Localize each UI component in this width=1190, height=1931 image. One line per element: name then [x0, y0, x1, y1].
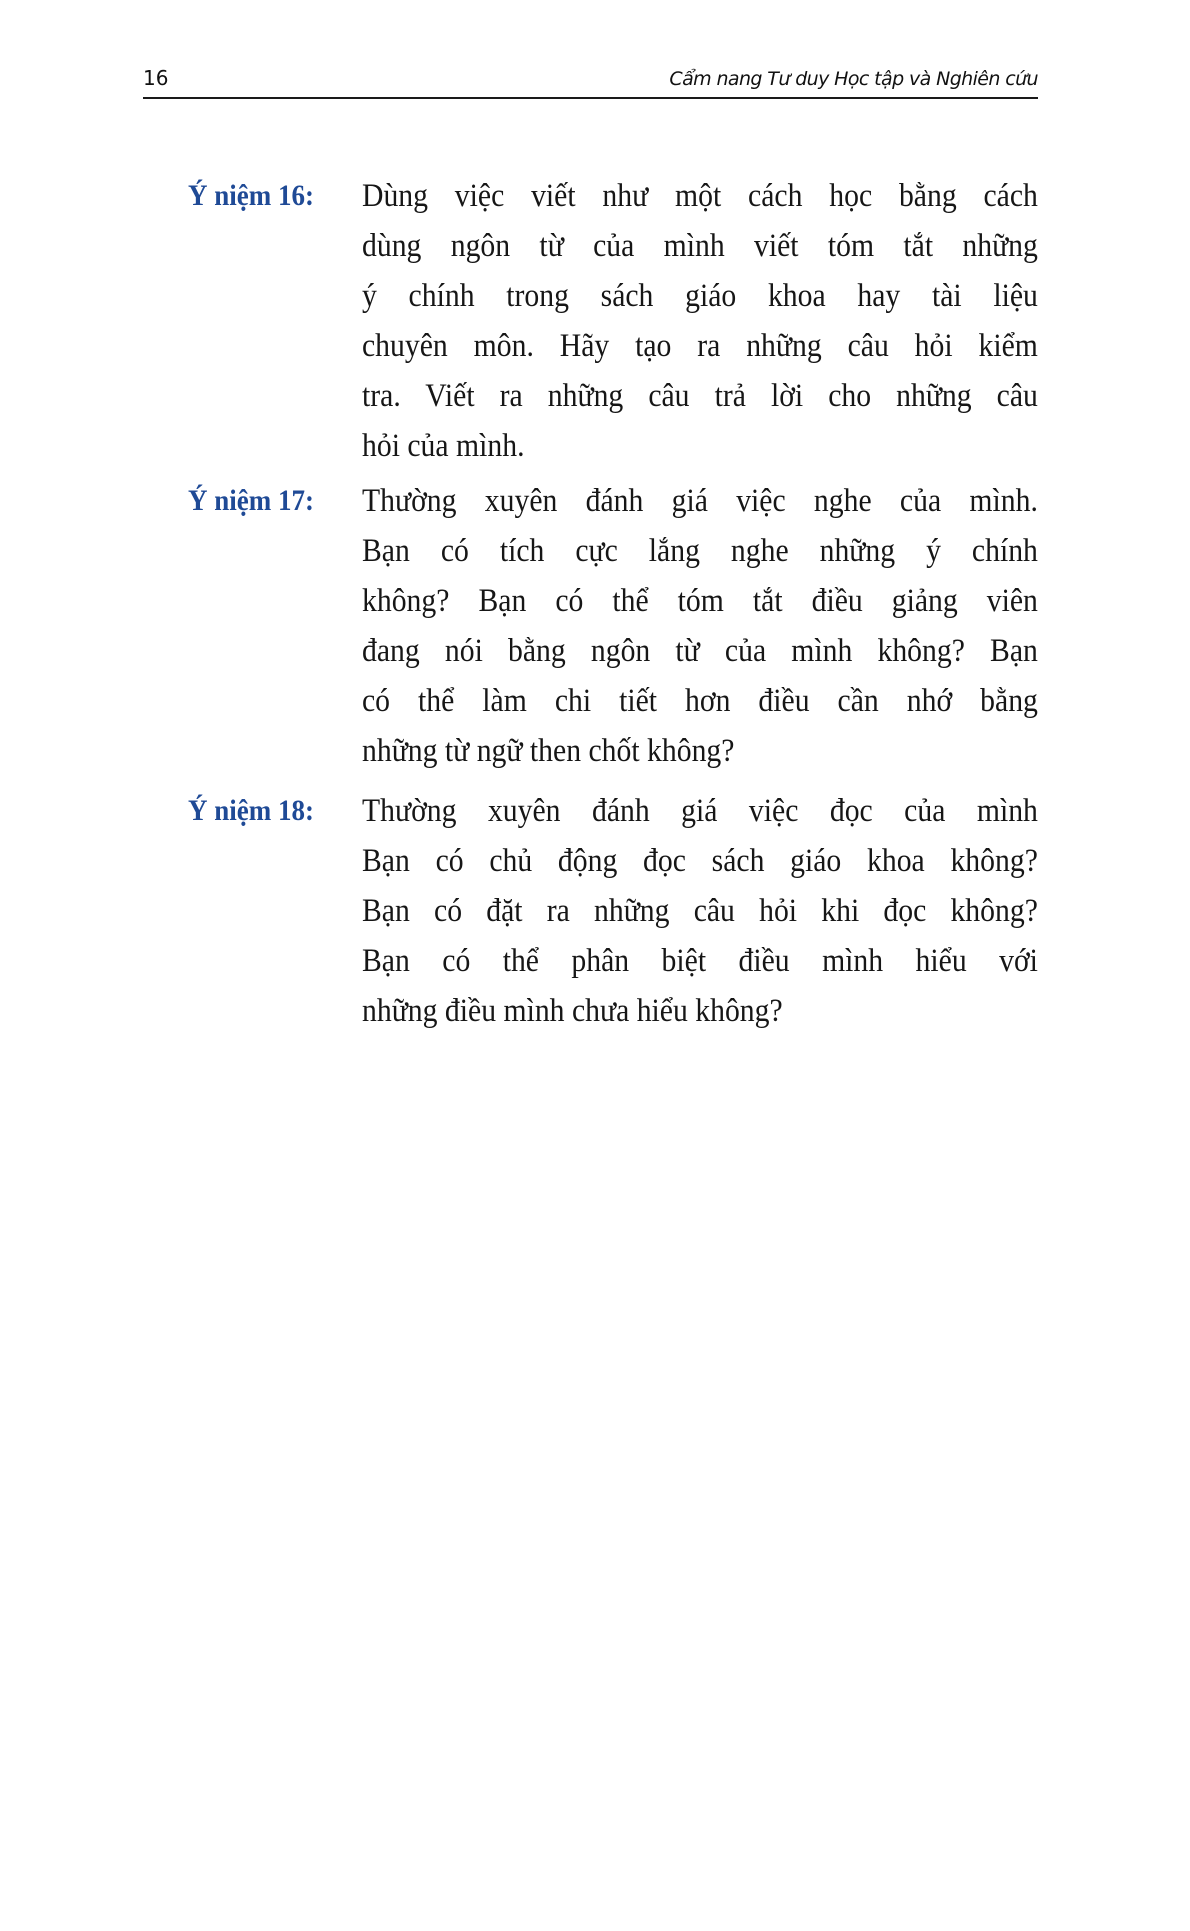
text-line: tra. Viết ra những câu trả lời cho những câu [362, 378, 1038, 414]
text-line: có thể làm chi tiết hơn điều cần nhớ bằng [362, 683, 1038, 719]
text-line: đang nói bằng ngôn từ của mình không? Bạn [362, 633, 1038, 669]
text-line: Thường xuyên đánh giá việc đọc của mình [362, 793, 1038, 829]
text-line: Thường xuyên đánh giá việc nghe của mình. [362, 483, 1038, 519]
text-line: hỏi của mình. [362, 428, 525, 464]
text-line: Bạn có tích cực lắng nghe những ý chính [362, 533, 1038, 569]
text-line: không? Bạn có thể tóm tắt điều giảng viên [362, 583, 1038, 619]
text-line: dùng ngôn từ của mình viết tóm tắt những [362, 228, 1038, 264]
text-line: những điều mình chưa hiểu không? [362, 993, 783, 1029]
text-line: Bạn có đặt ra những câu hỏi khi đọc không? [362, 893, 1038, 929]
entry-body [362, 476, 1038, 776]
header-rule [143, 97, 1038, 99]
entry-label: Ý niệm 18: [188, 794, 314, 827]
running-header-title: Cẩm nang Tư duy Học tập và Nghiên cứu [669, 68, 1038, 90]
text-line: chuyên môn. Hãy tạo ra những câu hỏi kiểm [362, 328, 1038, 364]
entry-body [362, 171, 1038, 471]
entry-body [362, 786, 1038, 1036]
text-line: ý chính trong sách giáo khoa hay tài liệu [362, 278, 1038, 314]
entry-label: Ý niệm 17: [188, 484, 314, 517]
page-number: 16 [143, 66, 169, 90]
text-line: những từ ngữ then chốt không? [362, 733, 735, 769]
entry-label: Ý niệm 16: [188, 179, 314, 212]
text-line: Dùng việc viết như một cách học bằng cách [362, 178, 1038, 214]
text-line: Bạn có thể phân biệt điều mình hiểu với [362, 943, 1038, 979]
text-line: Bạn có chủ động đọc sách giáo khoa không? [362, 843, 1038, 879]
